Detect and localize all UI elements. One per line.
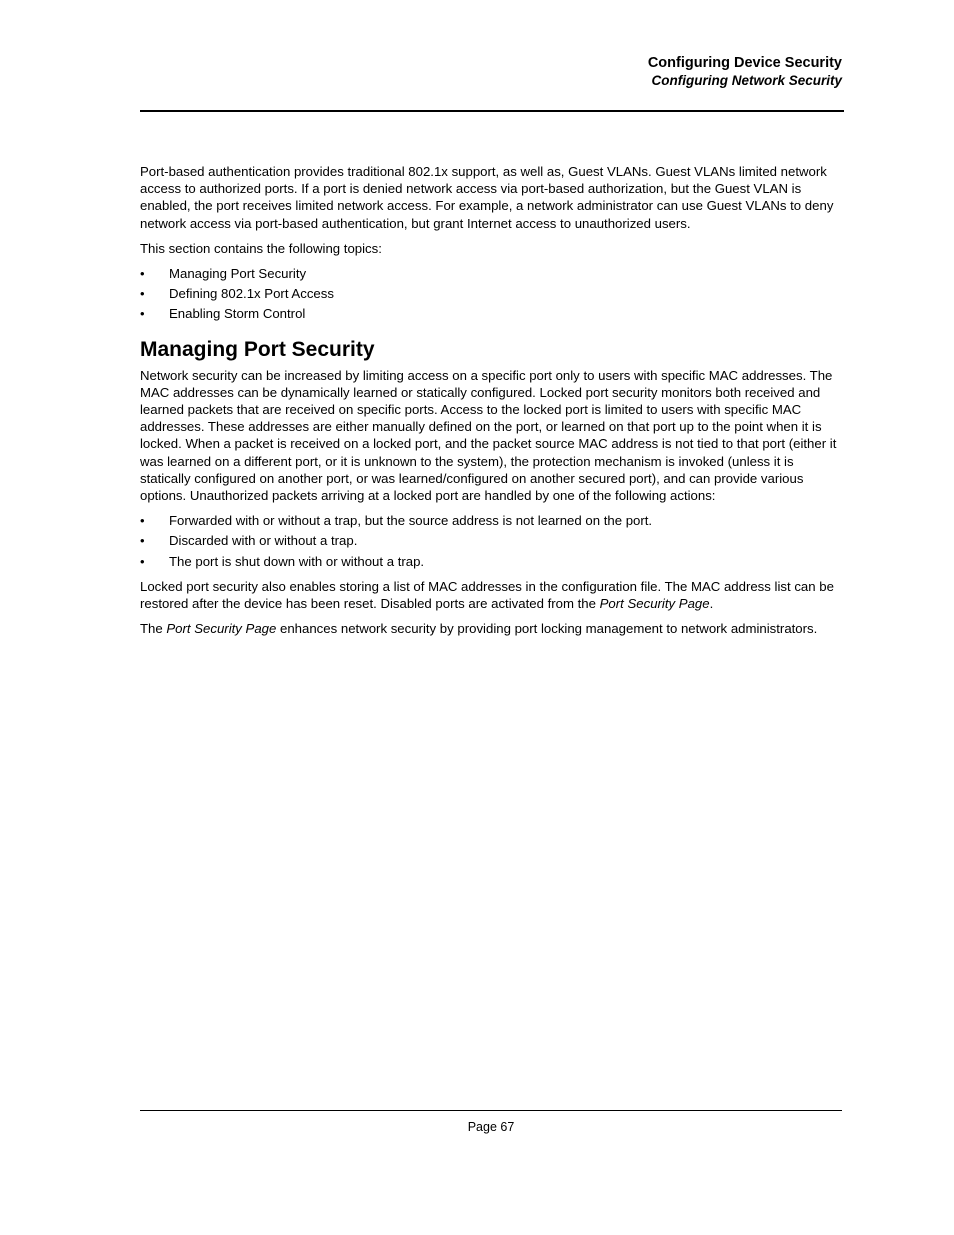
- actions-list: [140, 512, 844, 570]
- section-heading: Managing Port Security: [140, 337, 375, 361]
- storage-paragraph: [140, 578, 844, 612]
- topic-label: Defining 802.1x Port Access: [169, 286, 334, 302]
- intro-paragraph: Port-based authentication provides traditional 802.1x support, as well as, Guest VLANs. Guest VLANs limited network access to authorized ports. If a port is denied network access via port-based authorization, but the Guest VLAN is enabled, the port receives limited network access. For example, a network administrator can use Guest VLANs to deny network access via port-based authentication, but grant Internet access to unauthorized users.: [140, 164, 834, 231]
- header-divider: [140, 110, 844, 112]
- bullet-icon: •: [140, 286, 145, 302]
- list-item: [140, 553, 844, 570]
- action-label: Forwarded with or without a trap, but the source address is not learned on the port.: [169, 513, 653, 529]
- port-security-page-reference: Port Security Page: [599, 596, 710, 612]
- bullet-icon: •: [140, 266, 145, 282]
- bullet-icon: •: [140, 553, 145, 569]
- summary-text-end: enhances network security by providing port locking management to network administrators.: [276, 621, 818, 637]
- bullet-icon: •: [140, 513, 145, 529]
- list-item: [140, 265, 844, 282]
- running-header: [648, 55, 842, 89]
- storage-text-end: .: [709, 596, 714, 612]
- topics-lead: This section contains the following topics:: [140, 240, 382, 256]
- footer-divider: [140, 1110, 842, 1111]
- header-section-title: Configuring Network Security: [651, 73, 842, 88]
- bullet-icon: •: [140, 533, 145, 549]
- list-item: [140, 532, 844, 549]
- summary-paragraph: [140, 620, 844, 637]
- page-body: [140, 163, 844, 645]
- action-label: Discarded with or without a trap.: [169, 533, 358, 549]
- topic-label: Managing Port Security: [169, 266, 307, 282]
- section-paragraph: Network security can be increased by limiting access on a specific port only to users with specific MAC addresses. The MAC addresses can be dynamically learned or statically configured. Locked port security monitors both received and learned packets that are received on specific ports. Access to the locked port is limited to users with specific MAC addresses. These addresses are either manually defined on the port, or learned on that port up to the point when it is locked. When a packet is received on a locked port, and the packet source MAC address is not tied to that port (either it was learned on a different port, or it is unknown to the system), the protection mechanism is invoked (unless it is statically configured on another port, or was learned/configured on another secured port), and can provide various options. Unauthorized packets arriving at a locked port are handled by one of the following actions:: [140, 367, 837, 504]
- topics-list: [140, 265, 844, 323]
- list-item: [140, 512, 844, 529]
- summary-text: The: [140, 621, 167, 637]
- page-number: Page 67: [467, 1120, 515, 1134]
- header-chapter-title: Configuring Device Security: [647, 55, 842, 71]
- list-item: [140, 285, 844, 302]
- action-label: The port is shut down with or without a trap.: [169, 553, 425, 569]
- storage-text: Locked port security also enables storing a list of MAC addresses in the configuration file. The MAC address list can be restored after the device has been reset. Disabled ports are activated from the: [140, 578, 834, 612]
- list-item: [140, 305, 844, 322]
- topic-label: Enabling Storm Control: [169, 306, 306, 322]
- bullet-icon: •: [140, 306, 145, 322]
- port-security-page-reference: Port Security Page: [166, 621, 277, 637]
